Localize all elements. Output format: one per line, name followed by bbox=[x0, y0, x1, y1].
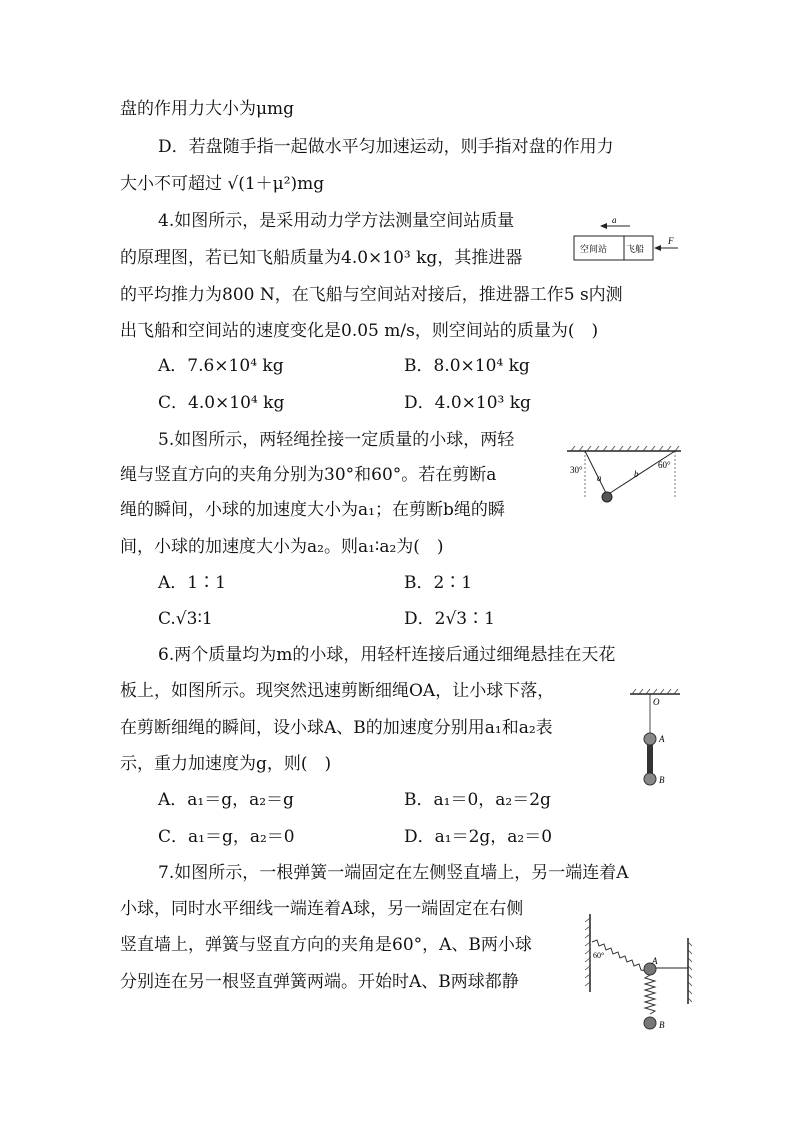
q3-option-d-line-2: 大小不可超过 √(1＋μ²)mg bbox=[120, 174, 325, 194]
q4-figure bbox=[568, 216, 688, 268]
q5-stem-line-1: 5.如图所示，两轻绳拴接一定质量的小球，两轻 bbox=[158, 430, 515, 450]
q6-stem-line-3: 在剪断细绳的瞬间，设小球A、B的加速度分别用a₁和a₂表 bbox=[120, 718, 553, 738]
q7-figure bbox=[584, 912, 692, 1038]
q4-option-c: C．4.0×10⁴ kg bbox=[158, 393, 285, 413]
q6-option-c: C．a₁＝g，a₂＝0 bbox=[158, 827, 295, 847]
label-b: B bbox=[659, 775, 665, 785]
q4-option-d: D．4.0×10³ kg bbox=[404, 393, 531, 413]
q6-stem-line-4: 示，重力加速度为g，则( ) bbox=[120, 754, 332, 774]
q5-figure bbox=[565, 445, 685, 507]
q4-option-a: A．7.6×10⁴ kg bbox=[158, 356, 284, 376]
angle-60: 60° bbox=[593, 951, 605, 960]
label-rope-a: a bbox=[597, 473, 602, 483]
q3-option-d-line-1: D．若盘随手指一起做水平匀加速运动，则手指对盘的作用力 bbox=[158, 137, 614, 157]
q4-stem-line-2: 的原理图，若已知飞船质量为4.0×10³ kg，其推进器 bbox=[120, 248, 523, 268]
q3-line-1: 盘的作用力大小为μmg bbox=[120, 99, 295, 119]
rope-b bbox=[607, 451, 675, 495]
q6-stem-line-1: 6.两个质量均为m的小球，用轻杆连接后通过细绳悬挂在天花 bbox=[158, 645, 616, 665]
q5-option-a: A．1∶1 bbox=[158, 573, 226, 593]
ball bbox=[602, 492, 612, 502]
q5-stem-line-2: 绳与竖直方向的夹角分别为30°和60°。若在剪断a bbox=[120, 465, 497, 485]
q6-stem-line-2: 板上，如图所示。现突然迅速剪断细绳OA，让小球下落， bbox=[120, 681, 555, 701]
q7-stem-line-4: 分别连在另一根竖直弹簧两端。开始时A、B两球都静 bbox=[120, 972, 519, 992]
angle-30: 30° bbox=[570, 465, 583, 475]
q4-stem-line-3: 的平均推力为800 N，在飞船与空间站对接后，推进器工作5 s内测 bbox=[120, 285, 623, 305]
q7-stem-line-1: 7.如图所示，一根弹簧一端固定在左侧竖直墙上，另一端连着A bbox=[158, 863, 629, 883]
label-a: a bbox=[612, 216, 617, 225]
q6-option-d: D．a₁＝2g，a₂＝0 bbox=[404, 827, 553, 847]
ball-a bbox=[644, 733, 656, 745]
q6-option-a: A．a₁＝g，a₂＝g bbox=[158, 790, 294, 810]
rope-a bbox=[585, 451, 607, 495]
q6-figure bbox=[628, 686, 686, 790]
label-a: A bbox=[659, 734, 665, 744]
ship-label: 飞船 bbox=[626, 244, 645, 254]
station-label: 空间站 bbox=[580, 244, 608, 254]
q7-stem-line-2: 小球，同时水平细线一端连着A球，另一端固定在右侧 bbox=[120, 899, 524, 919]
q4-stem-line-1: 4.如图所示，是采用动力学方法测量空间站质量 bbox=[158, 211, 515, 231]
label-a: A bbox=[652, 956, 658, 966]
q5-option-b: B．2∶1 bbox=[404, 573, 473, 593]
ball-b bbox=[644, 773, 656, 785]
q4-stem-line-4: 出飞船和空间站的速度变化是0.05 m/s，则空间站的质量为( ) bbox=[120, 321, 599, 341]
q5-stem-line-3: 绳的瞬间，小球的加速度大小为a₁；在剪断b绳的瞬 bbox=[120, 500, 505, 520]
label-o: O bbox=[653, 697, 660, 707]
q5-option-d: D．2√3∶1 bbox=[404, 609, 495, 629]
label-f: F bbox=[668, 236, 674, 246]
label-b: B bbox=[659, 1020, 665, 1030]
label-rope-b: b bbox=[634, 469, 639, 479]
angle-60: 60° bbox=[658, 460, 671, 470]
ball-b bbox=[644, 1017, 656, 1029]
q7-stem-line-3: 竖直墙上，弹簧与竖直方向的夹角是60°，A、B两小球 bbox=[120, 935, 532, 955]
q5-stem-line-4: 间，小球的加速度大小为a₂。则a₁∶a₂为( ) bbox=[120, 537, 444, 557]
q4-option-b: B．8.0×10⁴ kg bbox=[404, 356, 530, 376]
q5-option-c: C.√3∶1 bbox=[158, 609, 213, 629]
vertical-spring bbox=[645, 975, 655, 1014]
q6-option-b: B．a₁＝0，a₂＝2g bbox=[404, 790, 551, 810]
